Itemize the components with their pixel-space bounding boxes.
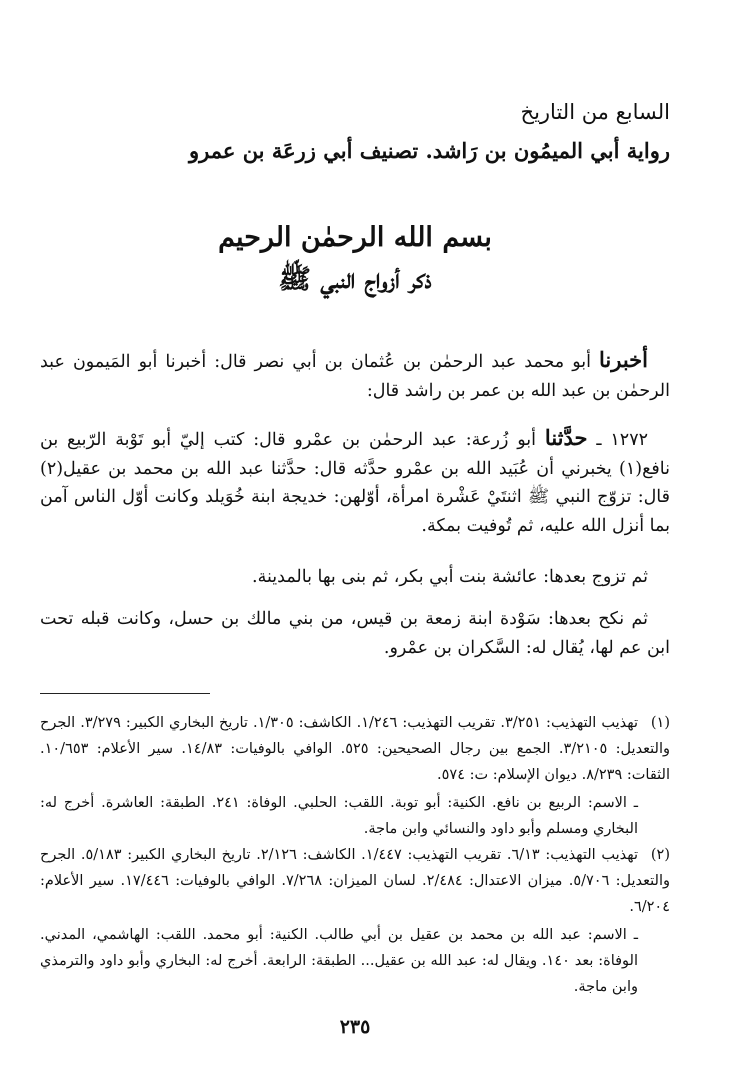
paragraph-aisha: ثم تزوج بعدها: عائشة بنت أبي بكر، ثم بنى بها بالمدينة. <box>252 567 648 587</box>
running-header-subtitle: رواية أبي الميمُون بن رَاشد. تصنيف أبي زرعَة بن عمرو <box>188 138 670 163</box>
intro-paragraph <box>40 346 670 405</box>
footnote-1-biography: ـ الاسم: الربيع بن نافع. الكنية: أبو توبة. اللقب: الحلبي. الوفاة: ٢٤١. الطبقة: العاشرة. أخرج له: البخاري ومسلم وأبو داود والنسائي وابن ماجة. <box>40 795 638 837</box>
book-page <box>40 0 670 1082</box>
footnote-divider <box>40 693 210 694</box>
paragraph-sawda: ثم نكح بعدها: سَوْدة ابنة زمعة بن قيس، من بني مالك بن حسل، وكانت قبله تحت ابن عم لها، يُقال له: السَّكران بن عمْرو. <box>40 609 670 658</box>
footnote-1-refs-text: تهذيب التهذيب: ٣/٢٥١. تقريب التهذيب: ١/٢٤٦. الكاشف: ١/٣٠٥. تاريخ البخاري الكبير: ٣/٢٧٩. الجرح والتعديل: ٣/٢١٠٥. الجمع بين رجال الصحيحين: ٥٢٥. الوافي بالوفيات: ١٤/٨٣. سير الأعلام: ١٠/٦٥٣. الثقات: ٨/٢٣٩. ديوان الإسلام: ت: ٥٧٤. <box>40 715 670 783</box>
chapter-heading: ذكر أزواج النبي ﷺ <box>278 264 432 295</box>
footnote-2-biography: ـ الاسم: عبد الله بن محمد بن عقيل بن أبي طالب. الكنية: أبو محمد. اللقب: الهاشمي، المدني. الوفاة: بعد ١٤٠. ويقال له: عبد الله بن عقيل... الطبقة: الرابعة. أخرج له: البخاري وأبو داود والترمذي وابن ماجة. <box>40 927 638 995</box>
footnote-2-refs-text: تهذيب التهذيب: ٦/١٣. تقريب التهذيب: ١/٤٤٧. الكاشف: ٢/١٢٦. تاريخ البخاري الكبير: ٥/١٨٣. الجرح والتعديل: ٥/٧٠٦. ميزان الاعتدال: ٢/٤٨٤. لسان الميزان: ٧/٢٦٨. الوافي بالوفيات: ١٧/٤٤٦. سير الأعلام: ٦/٢٠٤. <box>40 847 670 915</box>
footnote-1-references <box>40 710 670 788</box>
page-number: ٢٣٥ <box>339 1016 371 1038</box>
hadith-number: ١٢٧٢ ـ <box>587 430 648 450</box>
footnote-1-number: (١) <box>650 715 670 731</box>
intro-text: أبو محمد عبد الرحمٰن بن عُثمان بن أبي نصر قال: أخبرنا أبو المَيمون عبد الرحمٰن بن عبد الله بن عمر بن راشد قال: <box>40 352 670 401</box>
footnote-2-references <box>40 842 670 920</box>
hadith-keyword: حدَّثنا <box>544 425 588 450</box>
hadith-text: أبو زُرعة: عبد الرحمٰن بن عمْرو قال: كتب إليّ أبو تَوْبة الرّبيع بن نافع(١) يخبرني أن عُبَيد الله بن عمْرو حدَّثه قال: حدَّثنا عبد الله بن محمد بن عقيل(٢) قال: تزوّج النبي ﷺ اثنتَيْ عَشْرة امرأة، أوّلهن: خديجة ابنة خُوَيلد وكانت أوّل الناس آمن بما أنزل الله عليه، ثم تُوفيت بمكة. <box>40 430 670 536</box>
running-header-title: السابع من التاريخ <box>520 100 670 124</box>
intro-keyword: أخبرنا <box>599 347 648 372</box>
basmala-heading: بسم الله الرحمٰن الرحيم <box>218 222 492 253</box>
footnote-2-number: (٢) <box>650 847 670 863</box>
hadith-paragraph <box>40 424 670 540</box>
